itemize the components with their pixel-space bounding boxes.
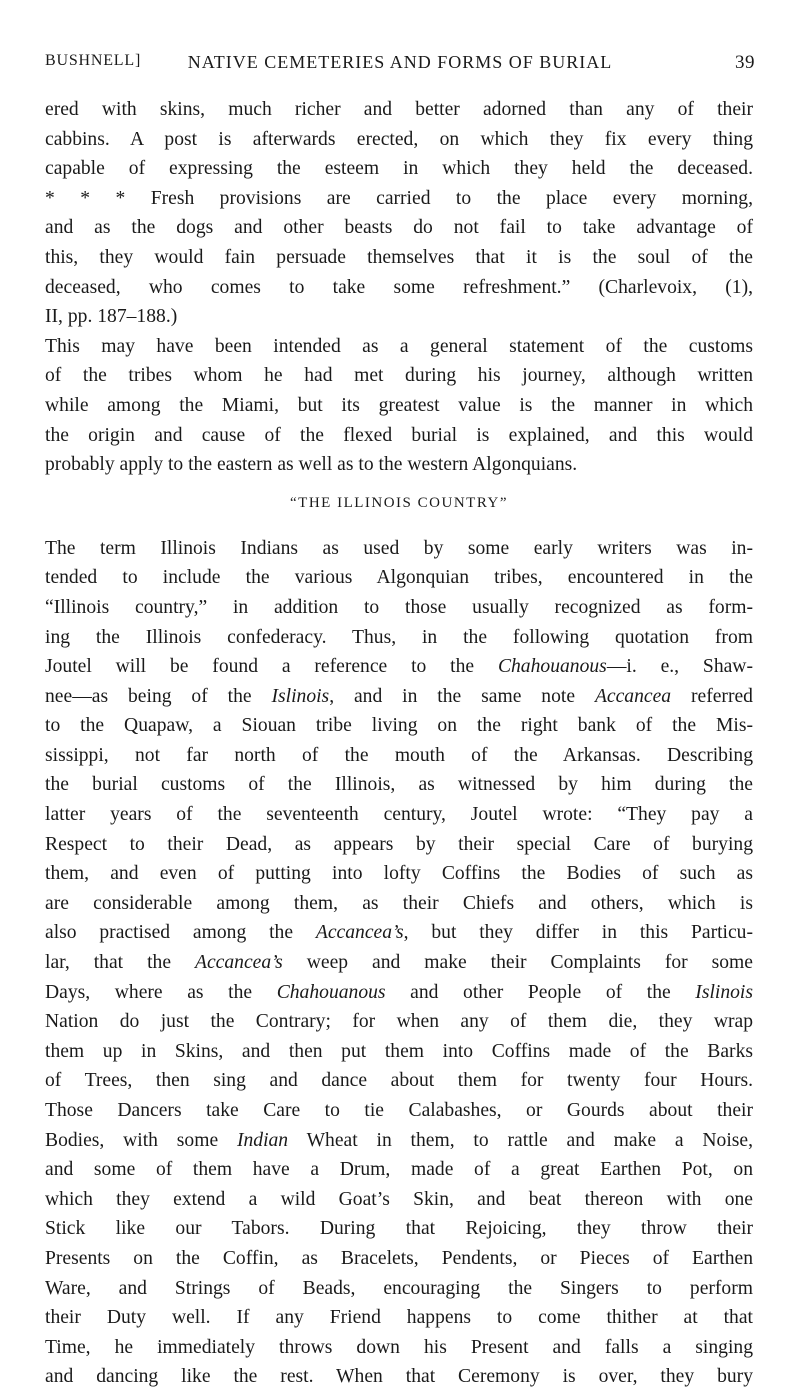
text-run: also practised among the — [45, 922, 316, 944]
text-line: this, they would fain persuade themselves that it is the soul of the — [45, 246, 753, 268]
text-line: This may have been intended as a general statement of the customs — [45, 335, 753, 357]
text-line: of the tribes whom he had met during his journey, although written — [45, 365, 753, 387]
running-head-title: NATIVE CEMETERIES AND FORMS OF BURIAL — [187, 52, 613, 72]
text-line: ered with skins, much richer and better adorned than any of their — [45, 99, 753, 120]
text-run: nee—as being of the — [45, 685, 272, 707]
text-run: Days, where as the — [45, 981, 277, 1003]
italic-term: Accancea’s — [315, 922, 404, 944]
text-run: , but they differ in this Particu- — [403, 922, 753, 944]
text-run: weep and make their Complaints for some — [282, 952, 753, 974]
paragraph-1 — [45, 95, 753, 332]
text-line: which they extend a wild Goat’s Skin, and beat thereon with one — [45, 1188, 753, 1210]
text-line: Nation do just the Contrary; for when any of them die, they wrap — [45, 1011, 753, 1033]
text-line: to the Quapaw, a Siouan tribe living on the right bank of the Mis- — [45, 715, 753, 737]
text-run: and other People of the — [385, 981, 696, 1003]
text-run: lar, that the — [45, 952, 195, 974]
text-line: of Trees, then sing and dance about them for twenty four Hours. — [45, 1070, 753, 1092]
text-line: and some of them have a Drum, made of a great Earthen Pot, on — [45, 1159, 753, 1181]
italic-term: Chahouanous — [497, 656, 607, 678]
text-line: cabbins. A post is afterwards erected, on which they fix every thing — [45, 128, 753, 150]
italic-term: Islinois — [271, 685, 330, 707]
text-line: probably apply to the eastern as well as to the western Algonquians. — [45, 454, 578, 476]
text-line: tended to include the various Algonquian tribes, encountered in the — [45, 567, 753, 589]
text-line — [45, 652, 753, 682]
section-heading: “THE ILLINOIS COUNTRY” — [290, 494, 508, 511]
text-line: * * * Fresh provisions are carried to the place every morning, — [45, 187, 753, 209]
text-line: the burial customs of the Illinois, as witnessed by him during the — [45, 774, 753, 796]
text-line — [45, 978, 753, 1008]
italic-term: Accancea’s — [194, 952, 283, 974]
page-number: 39 — [735, 52, 755, 73]
text-line: The term Illinois Indians as used by some early writers was in- — [45, 537, 753, 559]
text-line: Respect to their Dead, as appears by their special Care of burying — [45, 833, 753, 855]
text-line: latter years of the seventeenth century, Joutel wrote: “They pay a — [45, 804, 753, 826]
paragraph-3 — [45, 534, 753, 1392]
text-run: Joutel will be found a reference to the — [45, 656, 498, 678]
text-line: II, pp. 187–188.) — [45, 306, 178, 328]
text-line: ing the Illinois confederacy. Thus, in the following quotation from — [45, 626, 753, 648]
text-line: Stick like our Tabors. During that Rejoicing, they throw their — [45, 1218, 753, 1240]
text-line: Presents on the Coffin, as Bracelets, Pendents, or Pieces of Earthen — [45, 1247, 753, 1269]
text-line: “Illinois country,” in addition to those usually recognized as form- — [45, 596, 753, 618]
text-line: and dancing like the rest. When that Ceremony is over, they bury — [45, 1366, 753, 1388]
text-line — [45, 948, 753, 978]
text-run: Bodies, with some — [45, 1129, 237, 1151]
text-line: Ware, and Strings of Beads, encouraging the Singers to perform — [45, 1277, 753, 1299]
running-head — [45, 52, 755, 78]
italic-term: Indian — [236, 1129, 289, 1151]
text-run: , and in the same note — [329, 685, 595, 707]
italic-term: Accancea — [594, 685, 672, 707]
text-line — [45, 918, 753, 948]
text-line: and as the dogs and other beasts do not fail to take advantage of — [45, 217, 753, 239]
italic-term: Chahouanous — [276, 981, 386, 1003]
text-line: them up in Skins, and then put them into Coffins made of the Barks — [45, 1040, 753, 1062]
text-line: the origin and cause of the flexed burial is explained, and this would — [45, 424, 753, 446]
body-text — [45, 95, 753, 1392]
text-line: while among the Miami, but its greatest value is the manner in which — [45, 394, 753, 416]
text-run: Wheat in them, to rattle and make a Noise, — [288, 1129, 753, 1151]
text-line: their Duty well. If any Friend happens to come thither at that — [45, 1307, 753, 1329]
text-line: capable of expressing the esteem in which they held the deceased. — [45, 158, 753, 180]
text-line: deceased, who comes to take some refreshment.” (Charlevoix, (1), — [45, 276, 753, 298]
text-line: are considerable among them, as their Chiefs and others, which is — [45, 892, 753, 914]
running-head-author: BUSHNELL] — [45, 52, 142, 69]
text-line: sissippi, not far north of the mouth of the Arkansas. Describing — [45, 744, 753, 766]
text-run: referred — [671, 685, 753, 707]
text-line: Those Dancers take Care to tie Calabashes, or Gourds about their — [45, 1100, 753, 1121]
text-line: Time, he immediately throws down his Present and falls a singing — [45, 1336, 753, 1358]
italic-term: Islinois — [695, 981, 753, 1003]
text-line: them, and even of putting into lofty Coffins the Bodies of such as — [45, 863, 753, 885]
text-run: —i. e., Shaw- — [606, 656, 753, 678]
text-line — [45, 1126, 753, 1156]
paragraph-2 — [45, 332, 753, 480]
text-line — [45, 682, 753, 712]
